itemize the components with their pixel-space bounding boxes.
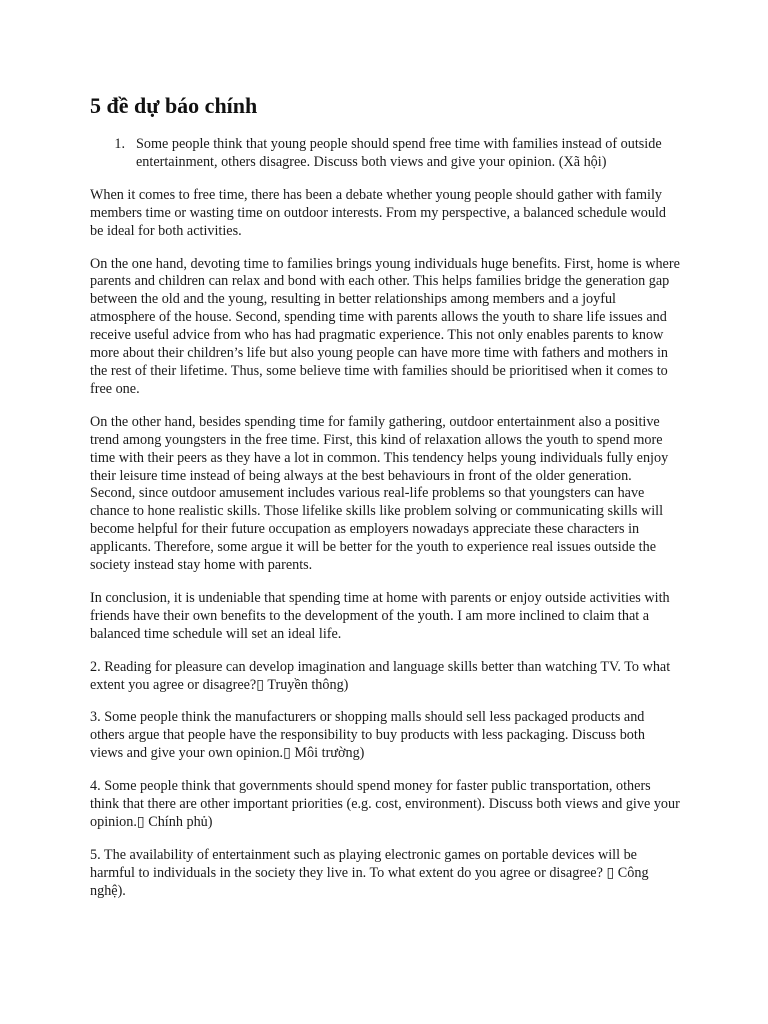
list-item-number <box>90 136 136 172</box>
list-number-label: 1. <box>114 136 125 152</box>
list-item <box>90 136 680 172</box>
prompt-4: 4. Some people think that governments should spend money for faster public transportation, others think that there are other important priorities (e.g. cost, environment). Discuss both views and give your opinion.▯ Chính phủ) <box>90 778 680 830</box>
prompt-2: 2. Reading for pleasure can develop imagination and language skills better than watching TV. To what extent you agree or disagree?▯ Truyền thông) <box>90 658 671 693</box>
paragraph-conclusion: In conclusion, it is undeniable that spending time at home with parents or enjoy outside activities with friends have their own benefits to the development of the youth. I am more inclined to claim that a balanced time schedule will set an ideal life. <box>90 589 670 642</box>
list-item-text: Some people think that young people should spend free time with families instead of outside entertainment, others disagree. Discuss both views and give your opinion. (Xã hội) <box>136 136 662 170</box>
prompt-3: 3. Some people think the manufacturers or shopping malls should sell less packaged products and others argue that people have the responsibility to buy products with less packaging. Discuss both views and give your own opinion.▯ Môi trường) <box>90 709 645 762</box>
paragraph-body-2: On the other hand, besides spending time for family gathering, outdoor entertainment also a positive trend among youngsters in the free time. First, this kind of relaxation allows the youth to spend more time with their peers as they have a lot in common. This tendency helps young individuals fully enjoy their leisure time instead of being always at the best behaviours in front of the older generation. Second, since outdoor amusement includes various real-life problems so that youngsters can have chance to hone realistic skills. Those lifelike skills like problem solving or communicating skills will become helpful for their future occupation as employers nowadays appreciate these characters in applicants. Therefore, some argue it will be better for the youth to experience real issues outside the society instead stay home with parents. <box>90 413 669 574</box>
document-title: 5 đề dự báo chính <box>90 93 258 118</box>
paragraph-introduction: When it comes to free time, there has been a debate whether young people should gather with family members time or wasting time on outdoor interests. From my perspective, a balanced schedule would be ideal for both activities. <box>90 186 667 239</box>
document-page <box>90 92 680 916</box>
prompt-5: 5. The availability of entertainment such as playing electronic games on portable devices will be harmful to individuals in the society they live in. To what extent do you agree or disagree? ▯ Công nghệ). <box>90 846 649 899</box>
paragraph-body-1: On the one hand, devoting time to families brings young individuals huge benefits. First, home is where parents and children can relax and bond with each other. This helps families bridge the generation gap between the old and the young, resulting in better relationships among members and a joyful atmosphere of the house. Second, spending time with parents allows the youth to share life issues and receive useful advice from who has had pragmatic experience. This not only enables parents to know more about their children’s life but also young people can have more time with fathers and mothers in the rest of their lifetime. Thus, some believe time with families should be prioritised when it comes to free one. <box>90 255 680 397</box>
numbered-list <box>90 136 680 172</box>
